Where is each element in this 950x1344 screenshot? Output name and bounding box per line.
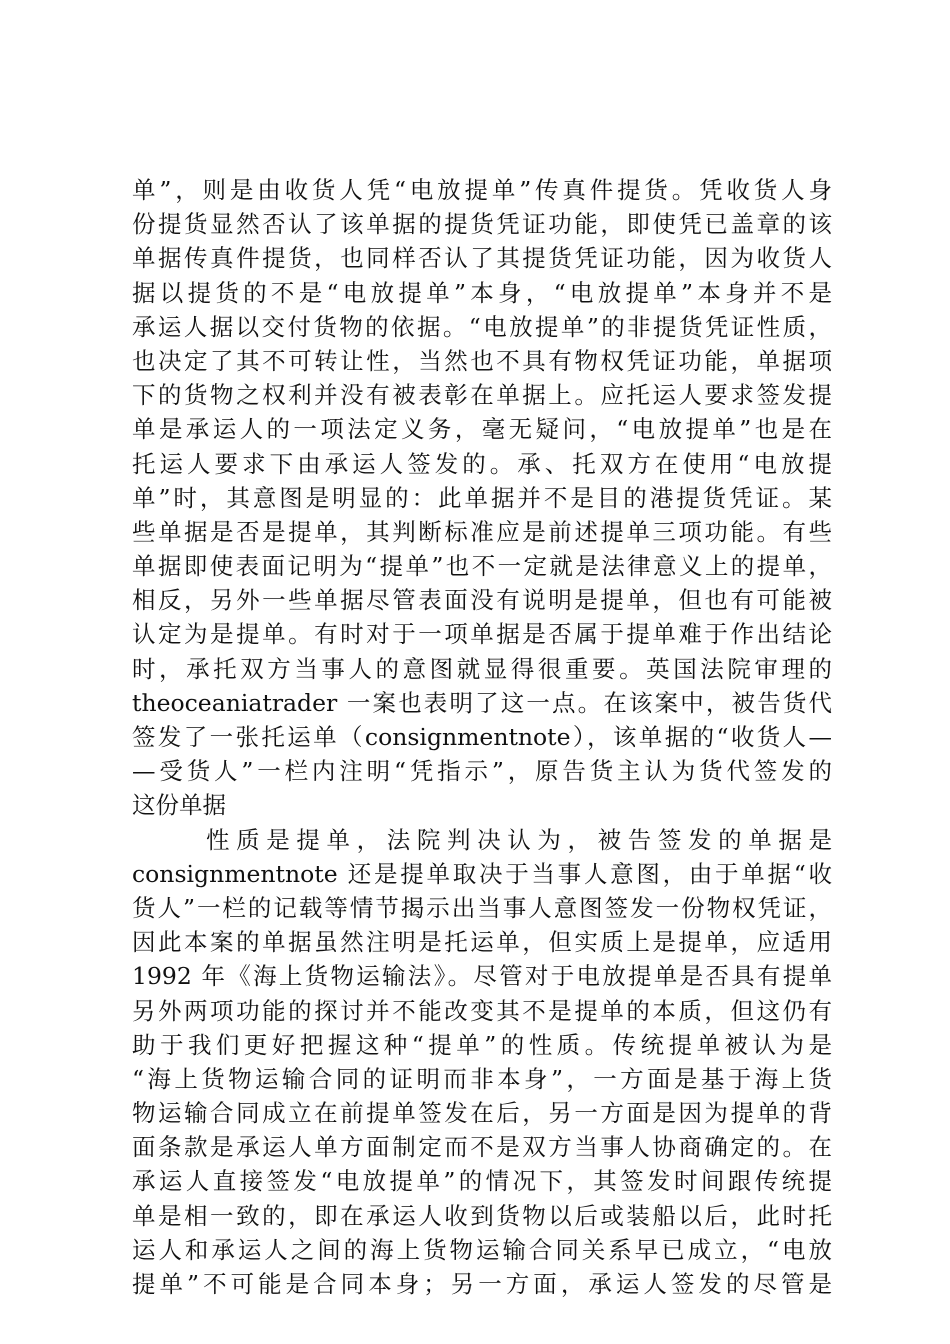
text-line: 性质是提单，法院判决认为，被告签发的单据是 [206, 825, 832, 854]
text-line: “海上货物运输合同的证明而非本身”，一方面是基于海上货 [132, 1064, 832, 1093]
text-line: 认定为是提单。有时对于一项单据是否属于提单难于作出结论 [132, 620, 832, 649]
text-line: 提单”不可能是合同本身；另一方面，承运人签发的尽管是 [132, 1270, 832, 1298]
text-line: —受货人”一栏内注明“凭指示”，原告货主认为货代签发的 [132, 757, 832, 786]
text-line: 单是承运人的一项法定义务，毫无疑问，“电放提单”也是在 [132, 415, 832, 444]
text-line: 面条款是承运人单方面制定而不是双方当事人协商确定的。在 [132, 1133, 832, 1162]
text-line: 承运人直接签发“电放提单”的情况下，其签发时间跟传统提 [132, 1167, 832, 1196]
text-line: theoceaniatrader 一案也表明了这一点。在该案中，被告货代 [132, 688, 832, 717]
text-line: 1992 年《海上货物运输法》。尽管对于电放提单是否具有提单 [132, 962, 832, 991]
paragraph-1 [132, 173, 832, 823]
text-line: 时，承托双方当事人的意图就显得很重要。英国法院审理的 [132, 654, 832, 683]
text-line: 据以提货的不是“电放提单”本身，“电放提单”本身并不是 [132, 278, 832, 307]
text-line: 这份单据 [132, 791, 226, 820]
paragraph-2 [132, 823, 832, 1302]
text-line: 另外两项功能的探讨并不能改变其不是提单的本质，但这仍有 [132, 996, 832, 1025]
text-line: 承运人据以交付货物的依据。“电放提单”的非提货凭证性质， [132, 312, 832, 341]
text-line: 托运人要求下由承运人签发的。承、托双方在使用“电放提 [132, 449, 832, 478]
text-line: 也决定了其不可转让性，当然也不具有物权凭证功能，单据项 [132, 346, 832, 375]
text-line: 单据即使表面记明为“提单”也不一定就是法律意义上的提单， [132, 552, 832, 581]
text-line: 助于我们更好把握这种“提单”的性质。传统提单被认为是 [132, 1030, 832, 1059]
text-line: 运人和承运人之间的海上货物运输合同关系早已成立，“电放 [132, 1235, 832, 1264]
text-line: 货人”一栏的记载等情节揭示出当事人意图签发一份物权凭证， [132, 893, 832, 922]
text-line: 因此本案的单据虽然注明是托运单，但实质上是提单，应适用 [132, 928, 832, 957]
text-line: 单”时，其意图是明显的：此单据并不是目的港提货凭证。某 [132, 483, 832, 512]
text-line: 份提货显然否认了该单据的提货凭证功能，即使凭已盖章的该 [132, 210, 832, 239]
text-line: 签发了一张托运单（consignmentnote），该单据的“收货人— [132, 723, 832, 751]
text-line: 相反，另外一些单据尽管表面没有说明是提单，但也有可能被 [132, 586, 832, 615]
text-line: 单据传真件提货，也同样否认了其提货凭证功能，因为收货人 [132, 244, 832, 273]
text-line: 物运输合同成立在前提单签发在后，另一方面是因为提单的背 [132, 1099, 832, 1128]
text-line: consignmentnote 还是提单取决于当事人意图，由于单据“收 [132, 859, 832, 888]
text-line: 些单据是否是提单，其判断标准应是前述提单三项功能。有些 [132, 517, 832, 546]
text-line: 单”，则是由收货人凭“电放提单”传真件提货。凭收货人身 [132, 176, 832, 204]
text-line: 单是相一致的，即在承运人收到货物以后或装船以后，此时托 [132, 1201, 832, 1230]
body-text [132, 173, 832, 1301]
text-line: 下的货物之权利并没有被表彰在单据上。应托运人要求签发提 [132, 381, 832, 410]
